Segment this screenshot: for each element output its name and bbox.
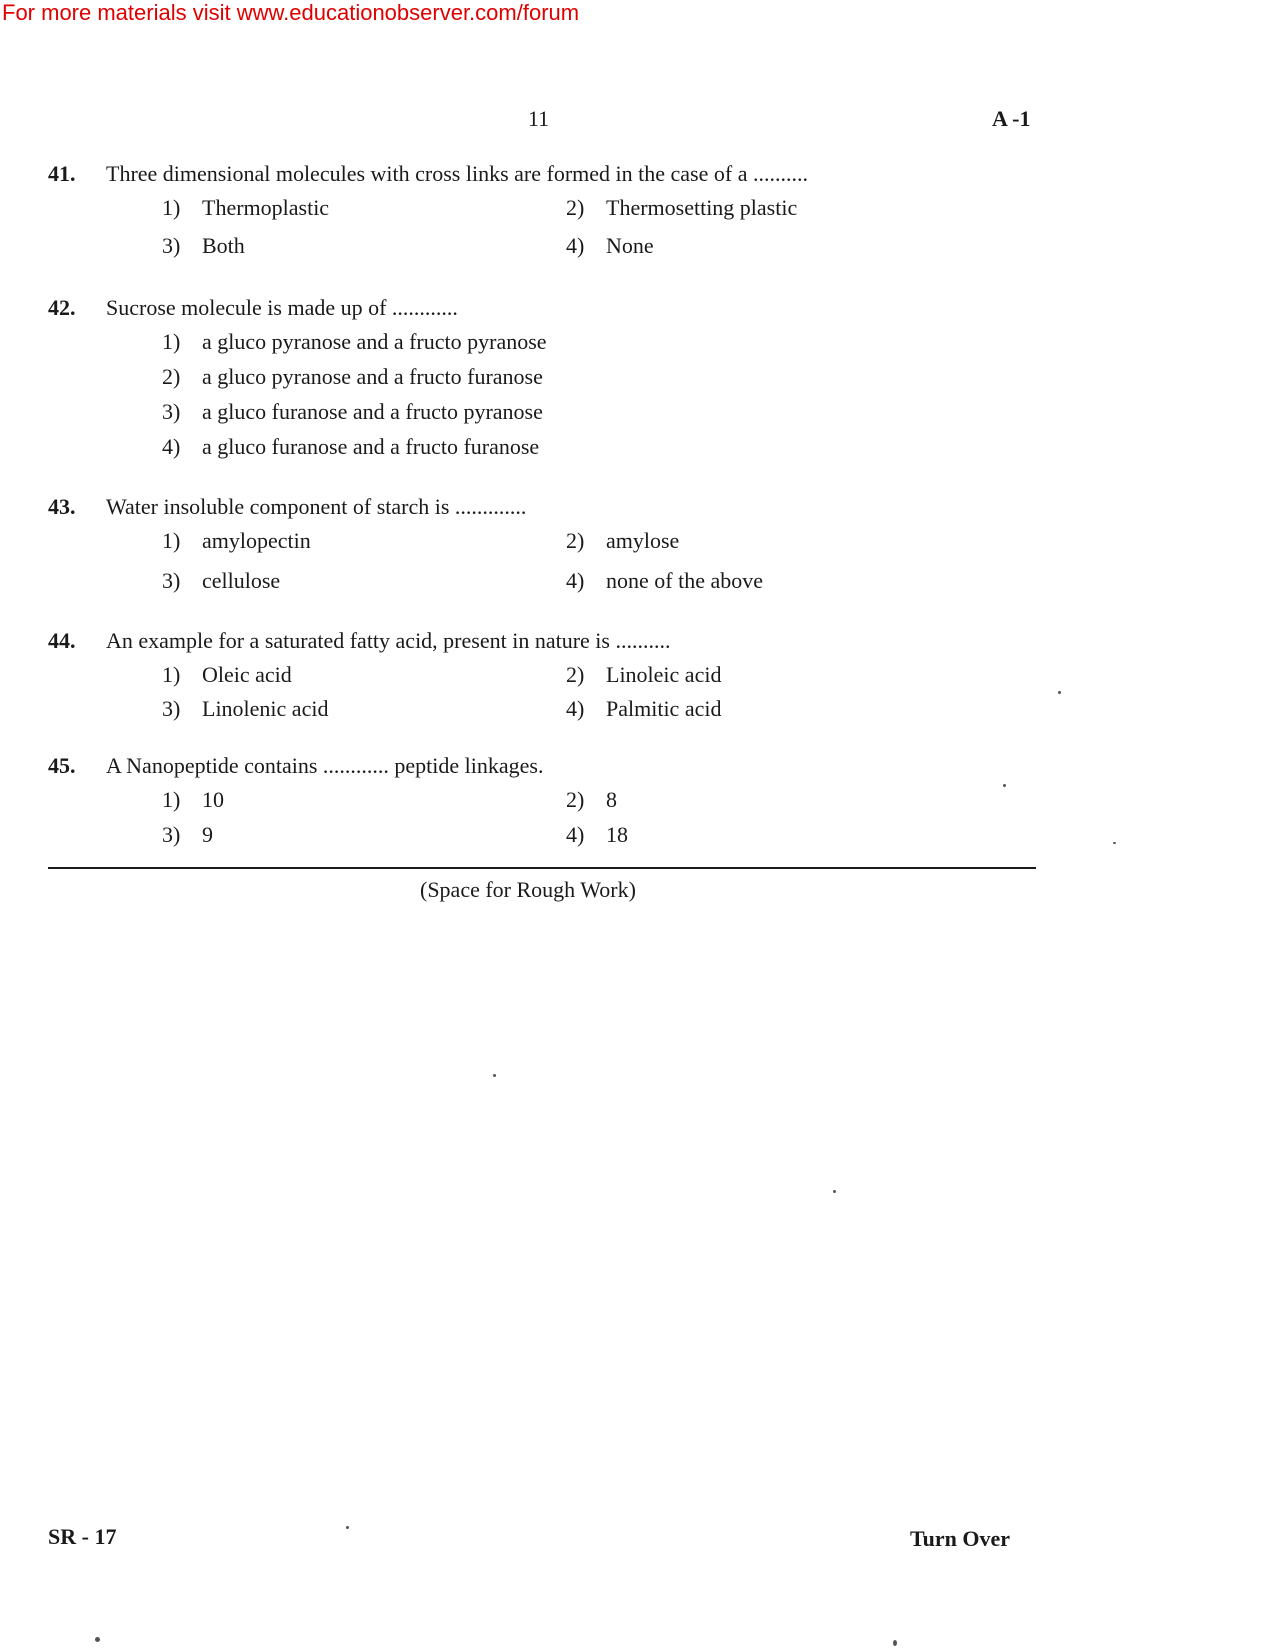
option-1: 1) amylopectin bbox=[162, 528, 311, 553]
rough-work-label: (Space for Rough Work) bbox=[420, 877, 636, 902]
question-text: A Nanopeptide contains ............ peptide linkages. bbox=[106, 753, 544, 778]
option-3: 3) cellulose bbox=[162, 568, 281, 593]
option-1: 1) Oleic acid bbox=[162, 662, 292, 687]
question-text: An example for a saturated fatty acid, present in nature is .......... bbox=[106, 628, 671, 653]
question-44 bbox=[48, 628, 1038, 730]
option-4: 4) none of the above bbox=[566, 568, 763, 593]
option-2: 2) amylose bbox=[566, 528, 680, 553]
option-1: 1) a gluco pyranose and a fructo pyranose bbox=[162, 329, 547, 354]
scan-speck bbox=[493, 1074, 496, 1077]
option-2: 2) Linoleic acid bbox=[566, 662, 722, 687]
watermark-link[interactable]: For more materials visit www.educationobserver.com/forum bbox=[2, 0, 580, 25]
option-4: 4) Palmitic acid bbox=[566, 696, 722, 721]
option-4: 4) None bbox=[566, 233, 654, 258]
question-number: 44. bbox=[48, 628, 76, 653]
scan-speck bbox=[1113, 842, 1116, 844]
booklet-code: A -1 bbox=[992, 106, 1031, 131]
scan-speck bbox=[1003, 784, 1006, 787]
option-4: 4) 18 bbox=[566, 822, 628, 847]
option-2: 2) 8 bbox=[566, 787, 617, 812]
page-number: 11 bbox=[528, 106, 550, 131]
option-2: 2) a gluco pyranose and a fructo furanose bbox=[162, 364, 543, 389]
option-1: 1) Thermoplastic bbox=[162, 195, 330, 220]
scan-speck bbox=[833, 1190, 836, 1193]
question-text: Sucrose molecule is made up of ............ bbox=[106, 295, 458, 320]
option-4: 4) a gluco furanose and a fructo furanose bbox=[162, 434, 540, 459]
divider-line bbox=[48, 867, 1036, 869]
scan-speck bbox=[346, 1526, 349, 1529]
question-41 bbox=[48, 161, 1038, 271]
footer-series-code: SR - 17 bbox=[48, 1524, 117, 1549]
question-text: Water insoluble component of starch is ............. bbox=[106, 494, 527, 519]
option-3: 3) a gluco furanose and a fructo pyranose bbox=[162, 399, 543, 424]
question-number: 43. bbox=[48, 494, 76, 519]
option-3: 3) Both bbox=[162, 233, 245, 258]
option-2: 2) Thermosetting plastic bbox=[566, 195, 798, 220]
option-3: 3) 9 bbox=[162, 822, 213, 847]
question-43 bbox=[48, 494, 1038, 608]
option-1: 1) 10 bbox=[162, 787, 224, 812]
scan-speck bbox=[1058, 691, 1061, 694]
option-3: 3) Linolenic acid bbox=[162, 696, 329, 721]
question-text: Three dimensional molecules with cross links are formed in the case of a .......... bbox=[106, 161, 808, 186]
question-42 bbox=[48, 295, 1038, 469]
question-number: 42. bbox=[48, 295, 76, 320]
scan-speck bbox=[95, 1637, 100, 1642]
footer-turn-over: Turn Over bbox=[910, 1526, 1011, 1551]
scan-speck bbox=[893, 1640, 897, 1646]
question-number: 41. bbox=[48, 161, 76, 186]
question-45 bbox=[48, 753, 1038, 857]
question-number: 45. bbox=[48, 753, 76, 778]
